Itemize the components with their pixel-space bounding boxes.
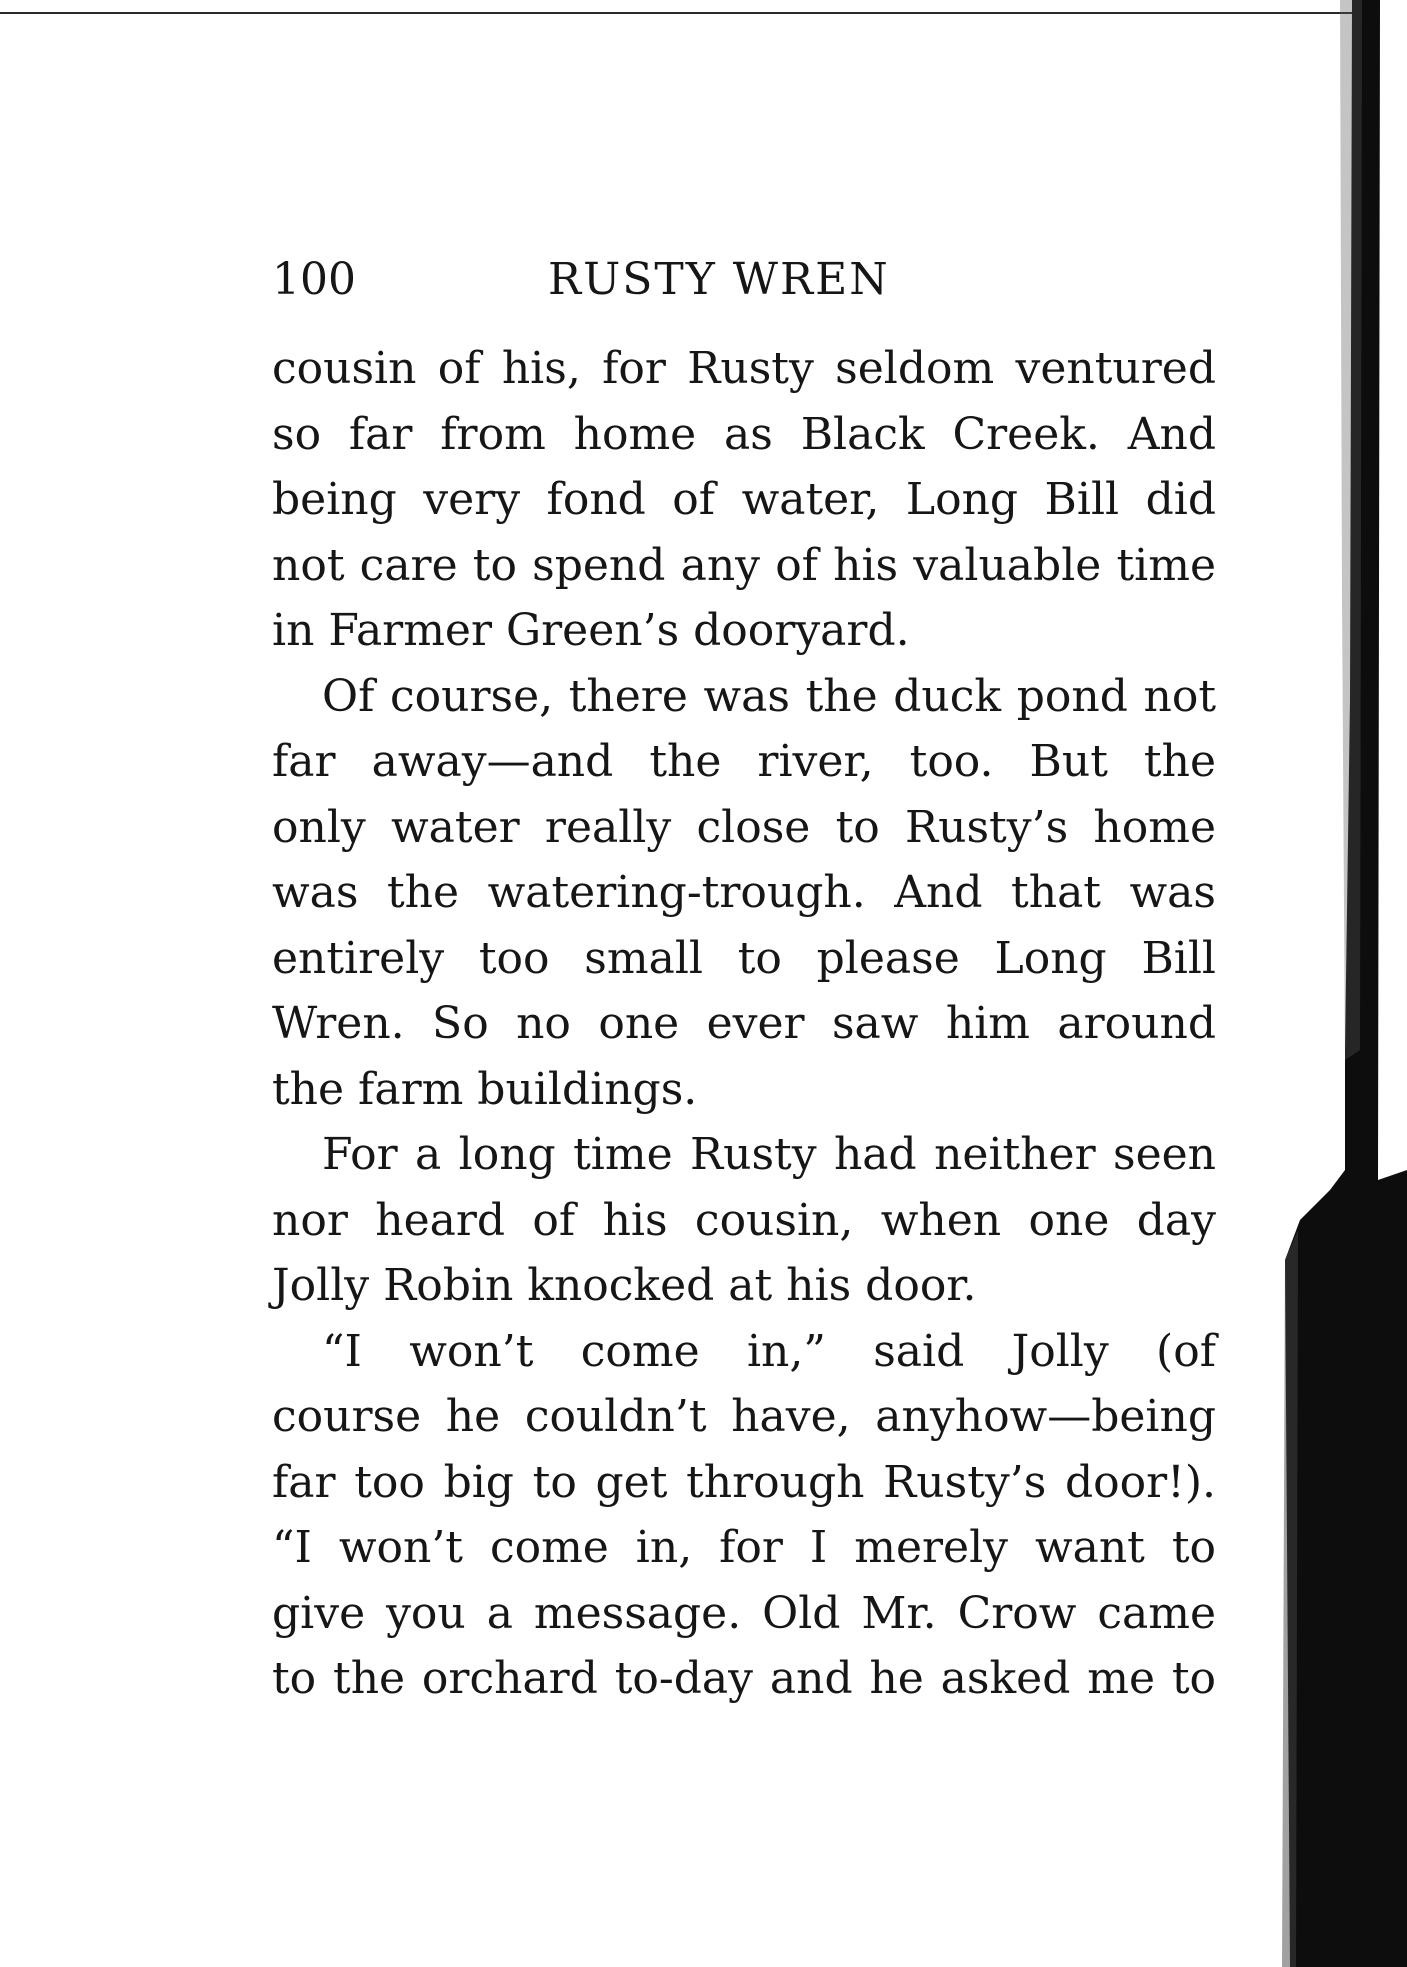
text-line: far too big to get through Rusty’s door!). [272,1456,1216,1508]
text-line: to the orchard to-day and he asked me to [272,1653,1216,1704]
text-line: “I won’t come in, for I merely want to [272,1522,1216,1573]
text-line: far away—and the river, too. But the [272,736,1216,787]
paragraph-4 [272,1319,1216,1712]
text-line: in Farmer Green’s dooryard. [272,605,910,656]
paragraph-1 [272,336,1216,664]
text-line: Wren. So no one ever saw him around [272,998,1216,1049]
running-title: RUSTY WREN [548,254,890,305]
text-line: being very fond of water, Long Bill did [272,474,1216,525]
text-line: For a long time Rusty had neither seen [322,1129,1216,1180]
text-line: not care to spend any of his valuable time [272,539,1216,591]
paragraph-3 [272,1122,1216,1319]
text-line: nor heard of his cousin, when one day [272,1194,1216,1246]
paragraph-2 [272,664,1216,1123]
page-number: 100 [272,254,356,305]
text-line: the farm buildings. [272,1063,698,1115]
text-line: entirely too small to please Long Bill [272,932,1216,984]
body-text [272,336,1216,1712]
text-line: only water really close to Rusty’s home [272,801,1216,853]
text-line: course he couldn’t have, anyhow—being [272,1391,1216,1442]
text-line: was the watering-trough. And that was [272,867,1216,918]
text-line: cousin of his, for Rusty seldom ventured [272,343,1216,394]
page-top-rule [0,12,1378,14]
text-line: “I won’t come in,” said Jolly (of [322,1325,1216,1377]
text-line: so far from home as Black Creek. And [272,408,1216,460]
text-line: give you a message. Old Mr. Crow came [272,1587,1216,1639]
text-line: Of course, there was the duck pond not [322,670,1216,722]
text-line: Jolly Robin knocked at his door. [272,1260,977,1311]
running-header [272,250,972,310]
